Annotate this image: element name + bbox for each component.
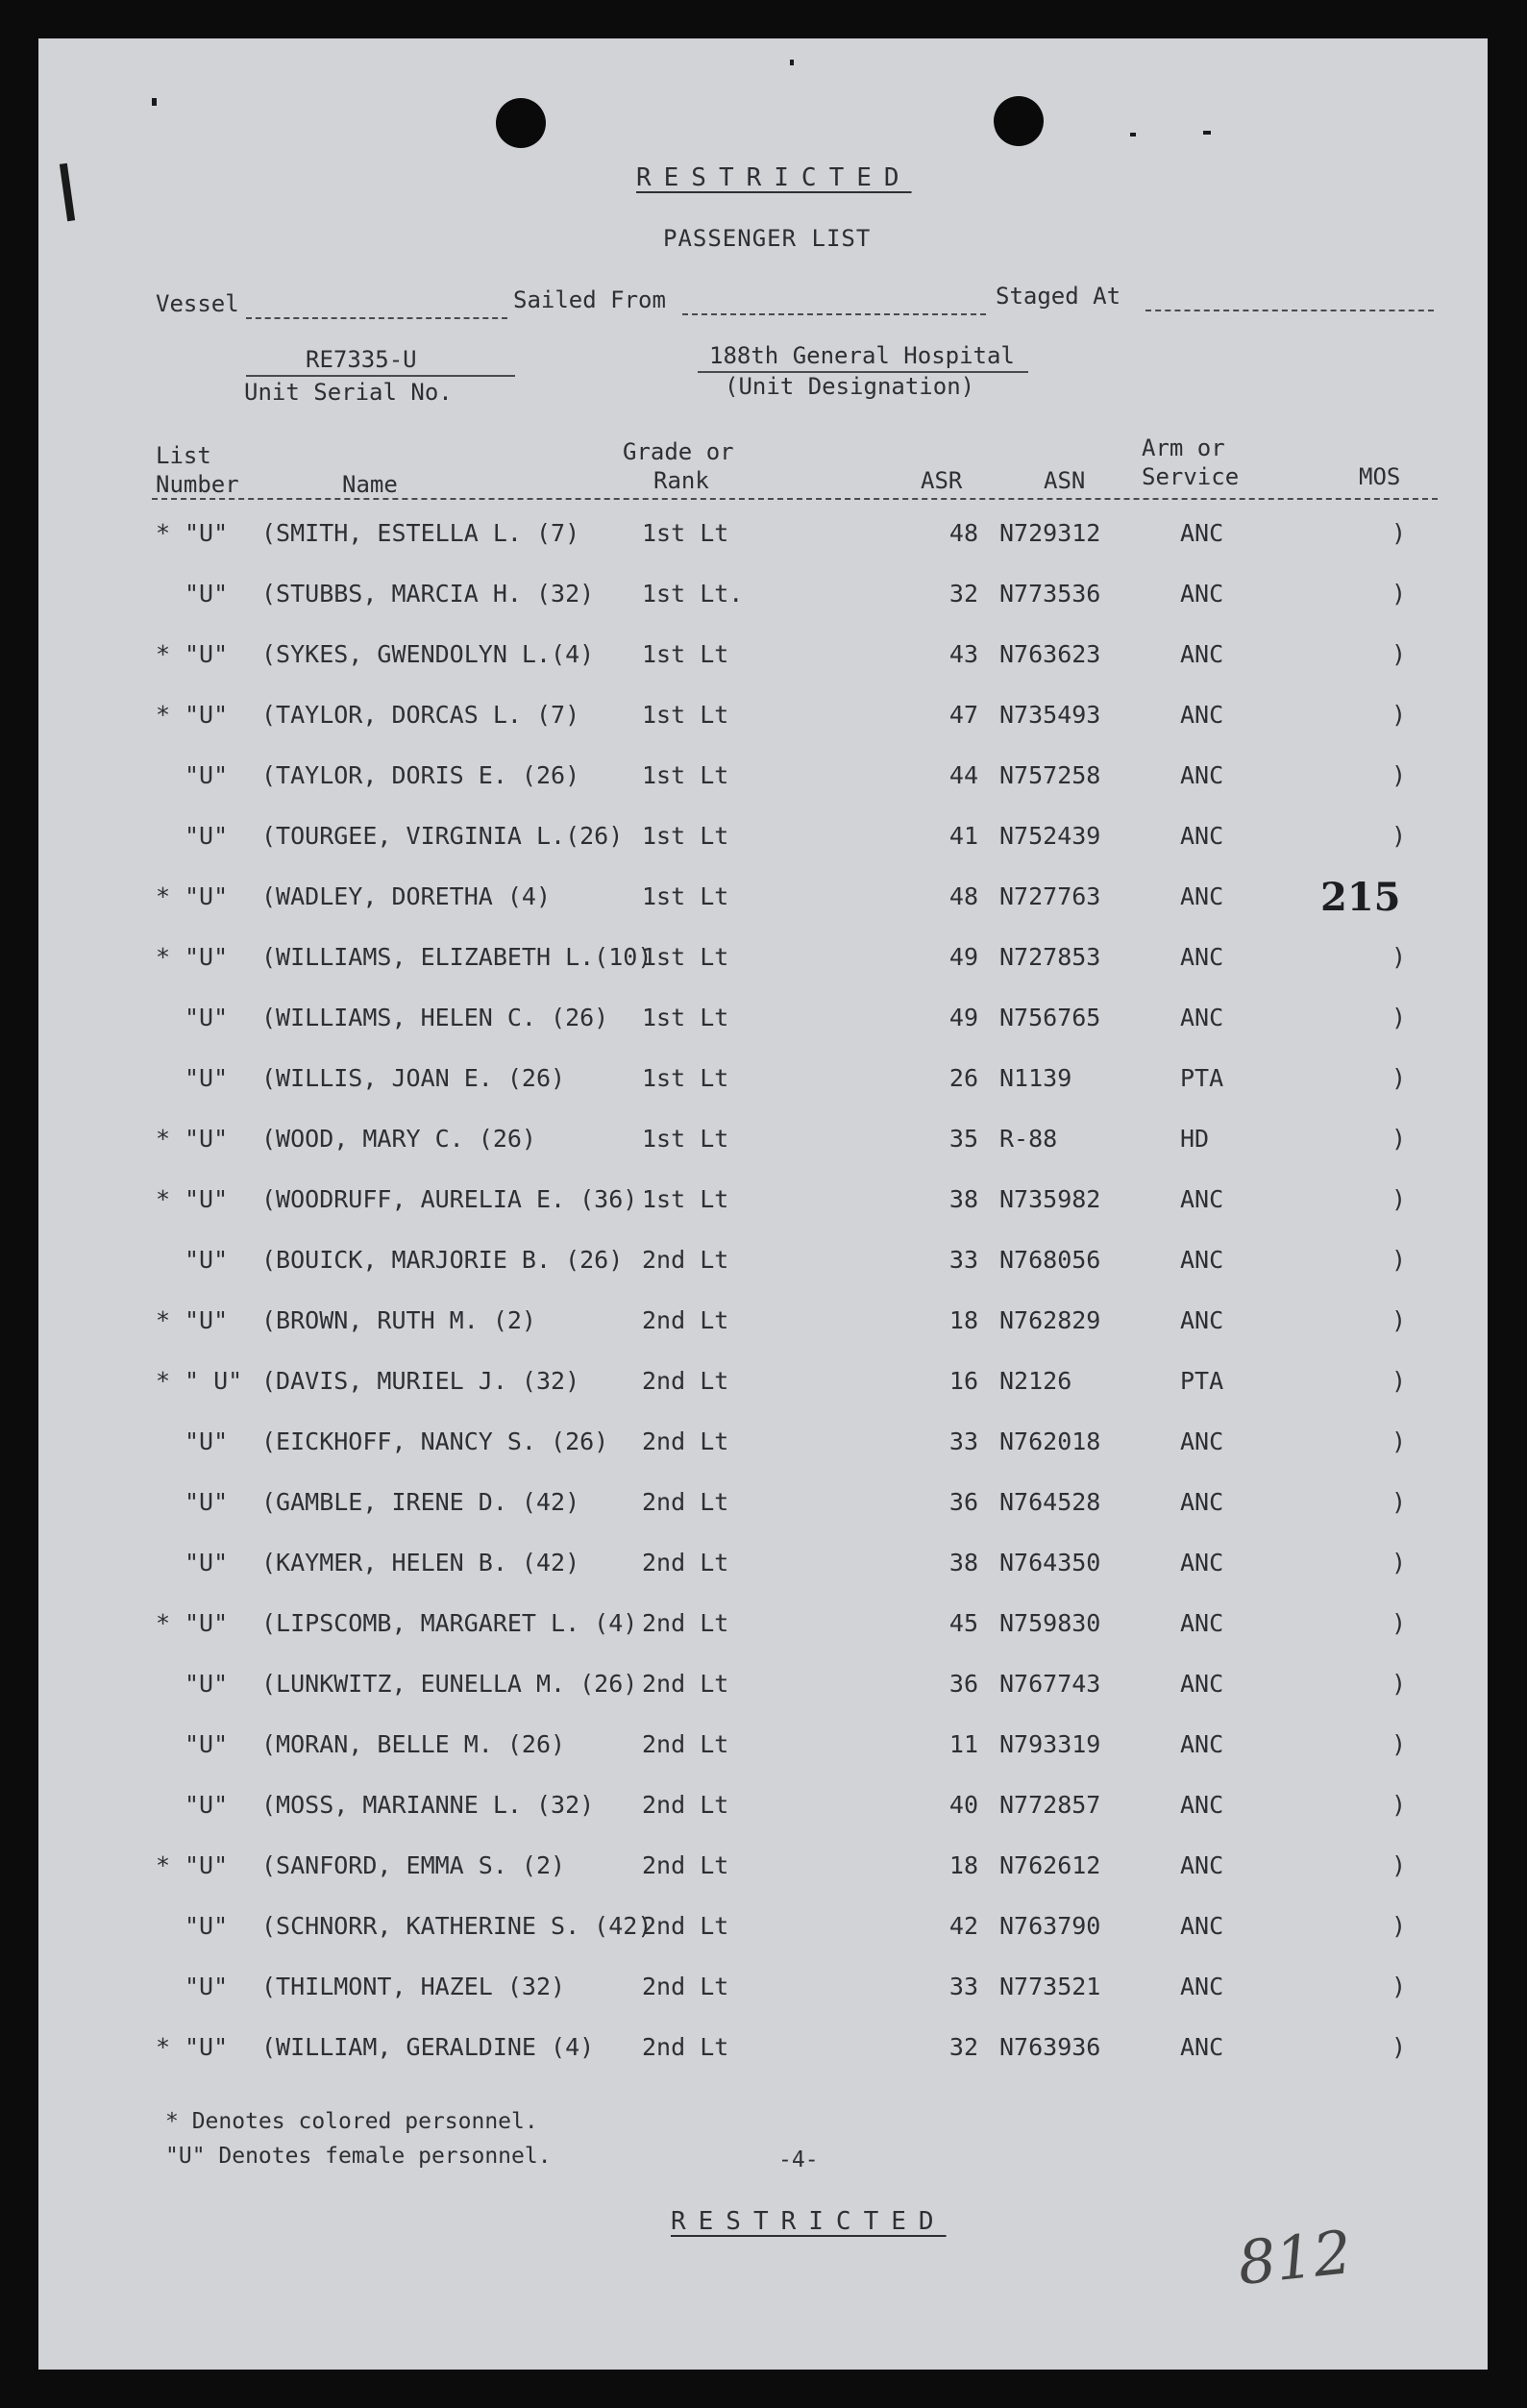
passenger-name: (WILLIS, JOAN E. (26) <box>261 1064 566 1092</box>
col-arm-1: Arm or <box>1142 434 1225 461</box>
arm-service: ANC <box>1180 580 1224 608</box>
asr-value: 41 <box>948 822 978 850</box>
asn-value: R-88 <box>999 1125 1058 1153</box>
colored-marker: * <box>156 1185 171 1213</box>
passenger-name: (SYKES, GWENDOLYN L.(4) <box>261 640 595 668</box>
asn-value: N2126 <box>999 1367 1072 1395</box>
passenger-name: (MOSS, MARIANNE L. (32) <box>261 1791 595 1819</box>
unit-designation-label: (Unit Designation) <box>725 373 975 400</box>
mos-value: ) <box>1392 1306 1407 1334</box>
asr-value: 35 <box>948 1125 978 1153</box>
col-name: Name <box>342 471 398 498</box>
mos-value: ) <box>1392 1185 1407 1213</box>
asn-value: N729312 <box>999 519 1101 547</box>
arm-service: ANC <box>1180 1004 1224 1031</box>
grade-rank: 2nd Lt <box>642 1851 729 1879</box>
arm-service: ANC <box>1180 1851 1224 1879</box>
asn-value: N752439 <box>999 822 1101 850</box>
asn-value: N762829 <box>999 1306 1101 1334</box>
col-grade-2: Rank <box>653 467 709 494</box>
table-row <box>38 822 1488 860</box>
scan-mark <box>152 98 157 106</box>
passenger-name: (LUNKWITZ, EUNELLA M. (26) <box>261 1670 638 1698</box>
passenger-name: (BOUICK, MARJORIE B. (26) <box>261 1246 624 1274</box>
mos-value: ) <box>1392 1791 1407 1819</box>
asr-value: 26 <box>948 1064 978 1092</box>
arm-service: ANC <box>1180 701 1224 729</box>
colored-marker: * <box>156 882 171 910</box>
arm-service: ANC <box>1180 1730 1224 1758</box>
restricted-heading-bottom: RESTRICTED <box>671 2207 947 2236</box>
asn-value: N735982 <box>999 1185 1101 1213</box>
punch-hole-left <box>496 98 546 148</box>
asr-value: 36 <box>948 1488 978 1516</box>
unit-serial-label: Unit Serial No. <box>244 379 453 406</box>
arm-service: ANC <box>1180 1912 1224 1940</box>
asr-value: 18 <box>948 1851 978 1879</box>
passenger-name: (GAMBLE, IRENE D. (42) <box>261 1488 580 1516</box>
asr-value: 49 <box>948 1004 978 1031</box>
arm-service: ANC <box>1180 1306 1224 1334</box>
female-marker: "U" <box>185 1609 229 1637</box>
mos-value: ) <box>1392 580 1407 608</box>
mos-value: ) <box>1392 1246 1407 1274</box>
female-marker: "U" <box>185 822 229 850</box>
arm-service: ANC <box>1180 761 1224 789</box>
grade-rank: 1st Lt <box>642 519 729 547</box>
asn-value: N773536 <box>999 580 1101 608</box>
asr-value: 32 <box>948 580 978 608</box>
table-row <box>38 1851 1488 1890</box>
colored-marker: * <box>156 1367 171 1395</box>
passenger-name: (BROWN, RUTH M. (2) <box>261 1306 536 1334</box>
table-row <box>38 943 1488 981</box>
grade-rank: 1st Lt <box>642 1185 729 1213</box>
female-marker: "U" <box>185 580 229 608</box>
vessel-blank <box>246 317 507 319</box>
table-row <box>38 1549 1488 1587</box>
table-row <box>38 1064 1488 1103</box>
arm-service: PTA <box>1180 1367 1224 1395</box>
asr-value: 18 <box>948 1306 978 1334</box>
table-row <box>38 640 1488 679</box>
table-row <box>38 580 1488 618</box>
female-marker: "U" <box>185 943 229 971</box>
arm-service: ANC <box>1180 1549 1224 1576</box>
mos-value: ) <box>1392 1367 1407 1395</box>
colored-marker: * <box>156 1125 171 1153</box>
mos-value: ) <box>1392 701 1407 729</box>
passenger-name: (WILLIAM, GERALDINE (4) <box>261 2033 595 2061</box>
asn-value: N767743 <box>999 1670 1101 1698</box>
passenger-name: (EICKHOFF, NANCY S. (26) <box>261 1427 609 1455</box>
asr-value: 11 <box>948 1730 978 1758</box>
grade-rank: 2nd Lt <box>642 1488 729 1516</box>
passenger-name: (TAYLOR, DORIS E. (26) <box>261 761 580 789</box>
mos-value: ) <box>1392 822 1407 850</box>
asr-value: 48 <box>948 882 978 910</box>
asr-value: 32 <box>948 2033 978 2061</box>
female-marker: "U" <box>185 1973 229 2000</box>
table-row <box>38 1367 1488 1405</box>
grade-rank: 1st Lt <box>642 943 729 971</box>
colored-marker: * <box>156 943 171 971</box>
arm-service: ANC <box>1180 2033 1224 2061</box>
female-marker: "U" <box>185 1730 229 1758</box>
arm-service: ANC <box>1180 1185 1224 1213</box>
arm-service: ANC <box>1180 1791 1224 1819</box>
table-row <box>38 1185 1488 1224</box>
female-marker: "U" <box>185 1004 229 1031</box>
passenger-name: (WADLEY, DORETHA (4) <box>261 882 552 910</box>
restricted-heading-top: RESTRICTED <box>636 163 912 192</box>
grade-rank: 2nd Lt <box>642 1549 729 1576</box>
female-marker: "U" <box>185 1306 229 1334</box>
colored-marker: * <box>156 1851 171 1879</box>
mos-value: ) <box>1392 1973 1407 2000</box>
asn-value: N772857 <box>999 1791 1101 1819</box>
passenger-name: (SMITH, ESTELLA L. (7) <box>261 519 580 547</box>
table-row <box>38 1306 1488 1345</box>
grade-rank: 2nd Lt <box>642 1609 729 1637</box>
grade-rank: 1st Lt <box>642 822 729 850</box>
colored-marker: * <box>156 701 171 729</box>
grade-rank: 1st Lt <box>642 1125 729 1153</box>
unit-serial-number: RE7335-U <box>306 346 417 373</box>
asr-value: 49 <box>948 943 978 971</box>
arm-service: ANC <box>1180 1609 1224 1637</box>
arm-service: ANC <box>1180 1973 1224 2000</box>
table-row <box>38 2033 1488 2072</box>
mos-value: ) <box>1392 519 1407 547</box>
mos-value: ) <box>1392 1609 1407 1637</box>
page-number: -4- <box>778 2147 819 2172</box>
grade-rank: 2nd Lt <box>642 1306 729 1334</box>
passenger-name: (MORAN, BELLE M. (26) <box>261 1730 566 1758</box>
scan-mark <box>790 60 794 65</box>
arm-service: ANC <box>1180 640 1224 668</box>
colored-marker: * <box>156 1609 171 1637</box>
mos-value: ) <box>1392 1670 1407 1698</box>
vessel-label: Vessel <box>156 290 239 317</box>
asn-value: N759830 <box>999 1609 1101 1637</box>
unit-designation: 188th General Hospital <box>709 342 1015 369</box>
asr-value: 33 <box>948 1246 978 1274</box>
header-rule <box>152 498 1438 500</box>
asr-value: 40 <box>948 1791 978 1819</box>
arm-service: ANC <box>1180 882 1224 910</box>
grade-rank: 2nd Lt <box>642 1427 729 1455</box>
passenger-name: (SANFORD, EMMA S. (2) <box>261 1851 566 1879</box>
mos-value: ) <box>1392 1427 1407 1455</box>
staged-at-blank <box>1145 310 1434 311</box>
grade-rank: 2nd Lt <box>642 1973 729 2000</box>
passenger-name: (TOURGEE, VIRGINIA L.(26) <box>261 822 624 850</box>
asr-value: 38 <box>948 1185 978 1213</box>
table-row <box>38 1670 1488 1708</box>
colored-marker: * <box>156 640 171 668</box>
passenger-name: (KAYMER, HELEN B. (42) <box>261 1549 580 1576</box>
passenger-name: (WILLIAMS, ELIZABETH L.(10) <box>261 943 653 971</box>
female-marker: "U" <box>185 1791 229 1819</box>
arm-service: ANC <box>1180 1670 1224 1698</box>
asr-value: 45 <box>948 1609 978 1637</box>
asr-value: 36 <box>948 1670 978 1698</box>
scan-mark <box>1203 131 1211 135</box>
table-row <box>38 701 1488 739</box>
table-row <box>38 1973 1488 2011</box>
asr-value: 16 <box>948 1367 978 1395</box>
table-row <box>38 1004 1488 1042</box>
grade-rank: 2nd Lt <box>642 1670 729 1698</box>
mos-value: ) <box>1392 1064 1407 1092</box>
asn-value: N1139 <box>999 1064 1072 1092</box>
arm-service: ANC <box>1180 1488 1224 1516</box>
scan-mark <box>1130 133 1136 137</box>
asn-value: N764350 <box>999 1549 1101 1576</box>
arm-service: ANC <box>1180 943 1224 971</box>
table-row <box>38 1488 1488 1527</box>
female-marker: "U" <box>185 701 229 729</box>
passenger-name: (WOODRUFF, AURELIA E. (36) <box>261 1185 638 1213</box>
colored-marker: * <box>156 519 171 547</box>
grade-rank: 1st Lt. <box>642 580 744 608</box>
mos-value: ) <box>1392 640 1407 668</box>
passenger-name: (WILLIAMS, HELEN C. (26) <box>261 1004 609 1031</box>
asr-value: 48 <box>948 519 978 547</box>
arm-service: ANC <box>1180 1246 1224 1274</box>
col-mos: MOS <box>1359 463 1401 490</box>
mos-value: ) <box>1392 1549 1407 1576</box>
grade-rank: 1st Lt <box>642 701 729 729</box>
female-marker: "U" <box>185 1125 229 1153</box>
arm-service: HD <box>1180 1125 1210 1153</box>
mos-value: 215 <box>1320 875 1401 920</box>
mos-value: ) <box>1392 943 1407 971</box>
asn-value: N763936 <box>999 2033 1101 2061</box>
table-row <box>38 761 1488 800</box>
female-marker: "U" <box>185 1670 229 1698</box>
asn-value: N764528 <box>999 1488 1101 1516</box>
asn-value: N763623 <box>999 640 1101 668</box>
table-row <box>38 519 1488 558</box>
asn-value: N762612 <box>999 1851 1101 1879</box>
unit-serial-underline <box>246 375 515 377</box>
colored-marker: * <box>156 1306 171 1334</box>
passenger-name: (WOOD, MARY C. (26) <box>261 1125 536 1153</box>
col-asn: ASN <box>1044 467 1086 494</box>
passenger-name: (SCHNORR, KATHERINE S. (42) <box>261 1912 653 1940</box>
passenger-name: (DAVIS, MURIEL J. (32) <box>261 1367 580 1395</box>
asn-value: N763790 <box>999 1912 1101 1940</box>
col-list-number-2: Number <box>156 471 239 498</box>
mos-value: ) <box>1392 1488 1407 1516</box>
asr-value: 47 <box>948 701 978 729</box>
document-sheet <box>38 38 1488 2370</box>
mos-value: ) <box>1392 2033 1407 2061</box>
table-row <box>38 1912 1488 1950</box>
female-marker: "U" <box>185 1246 229 1274</box>
female-marker: "U" <box>185 1185 229 1213</box>
sailed-from-blank <box>682 313 986 315</box>
col-arm-2: Service <box>1142 463 1240 490</box>
female-marker: "U" <box>185 1064 229 1092</box>
scan-mark <box>60 163 75 222</box>
female-marker: "U" <box>185 1549 229 1576</box>
asr-value: 33 <box>948 1973 978 2000</box>
table-row <box>38 1730 1488 1769</box>
asn-value: N735493 <box>999 701 1101 729</box>
asn-value: N727853 <box>999 943 1101 971</box>
passenger-name: (STUBBS, MARCIA H. (32) <box>261 580 595 608</box>
col-grade-1: Grade or <box>623 438 734 465</box>
grade-rank: 2nd Lt <box>642 1246 729 1274</box>
asr-value: 38 <box>948 1549 978 1576</box>
table-row <box>38 1791 1488 1829</box>
arm-service: ANC <box>1180 519 1224 547</box>
asr-value: 43 <box>948 640 978 668</box>
female-marker: "U" <box>185 1488 229 1516</box>
female-marker: " U" <box>185 1367 243 1395</box>
sailed-from-label: Sailed From <box>513 286 666 313</box>
passenger-name: (TAYLOR, DORCAS L. (7) <box>261 701 580 729</box>
handwritten-page-number: 812 <box>1234 2217 1355 2298</box>
arm-service: ANC <box>1180 1427 1224 1455</box>
table-row <box>38 1427 1488 1466</box>
grade-rank: 2nd Lt <box>642 2033 729 2061</box>
mos-value: ) <box>1392 761 1407 789</box>
staged-at-label: Staged At <box>996 283 1121 310</box>
legend-colored: * Denotes colored personnel. <box>165 2109 538 2134</box>
asr-value: 44 <box>948 761 978 789</box>
mos-value: ) <box>1392 1004 1407 1031</box>
col-asr: ASR <box>921 467 963 494</box>
table-row <box>38 875 1488 921</box>
female-marker: "U" <box>185 1851 229 1879</box>
asn-value: N727763 <box>999 882 1101 910</box>
female-marker: "U" <box>185 1427 229 1455</box>
passenger-name: (THILMONT, HAZEL (32) <box>261 1973 566 2000</box>
grade-rank: 2nd Lt <box>642 1367 729 1395</box>
table-row <box>38 1125 1488 1163</box>
arm-service: PTA <box>1180 1064 1224 1092</box>
asn-value: N773521 <box>999 1973 1101 2000</box>
legend-female: "U" Denotes female personnel. <box>165 2144 552 2169</box>
grade-rank: 1st Lt <box>642 1064 729 1092</box>
grade-rank: 2nd Lt <box>642 1791 729 1819</box>
grade-rank: 1st Lt <box>642 1004 729 1031</box>
table-row <box>38 1246 1488 1284</box>
asn-value: N762018 <box>999 1427 1101 1455</box>
asr-value: 33 <box>948 1427 978 1455</box>
arm-service: ANC <box>1180 822 1224 850</box>
asn-value: N756765 <box>999 1004 1101 1031</box>
asn-value: N768056 <box>999 1246 1101 1274</box>
grade-rank: 1st Lt <box>642 761 729 789</box>
table-row <box>38 1609 1488 1648</box>
female-marker: "U" <box>185 1912 229 1940</box>
mos-value: ) <box>1392 1912 1407 1940</box>
asr-value: 42 <box>948 1912 978 1940</box>
female-marker: "U" <box>185 640 229 668</box>
asn-value: N757258 <box>999 761 1101 789</box>
mos-value: ) <box>1392 1730 1407 1758</box>
mos-value: ) <box>1392 1851 1407 1879</box>
female-marker: "U" <box>185 519 229 547</box>
female-marker: "U" <box>185 2033 229 2061</box>
colored-marker: * <box>156 2033 171 2061</box>
passenger-list-title: PASSENGER LIST <box>663 225 872 252</box>
punch-hole-right <box>994 96 1044 146</box>
grade-rank: 1st Lt <box>642 882 729 910</box>
grade-rank: 2nd Lt <box>642 1912 729 1940</box>
female-marker: "U" <box>185 882 229 910</box>
passenger-name: (LIPSCOMB, MARGARET L. (4) <box>261 1609 638 1637</box>
asn-value: N793319 <box>999 1730 1101 1758</box>
grade-rank: 1st Lt <box>642 640 729 668</box>
mos-value: ) <box>1392 1125 1407 1153</box>
col-list-number-1: List <box>156 442 211 469</box>
grade-rank: 2nd Lt <box>642 1730 729 1758</box>
female-marker: "U" <box>185 761 229 789</box>
